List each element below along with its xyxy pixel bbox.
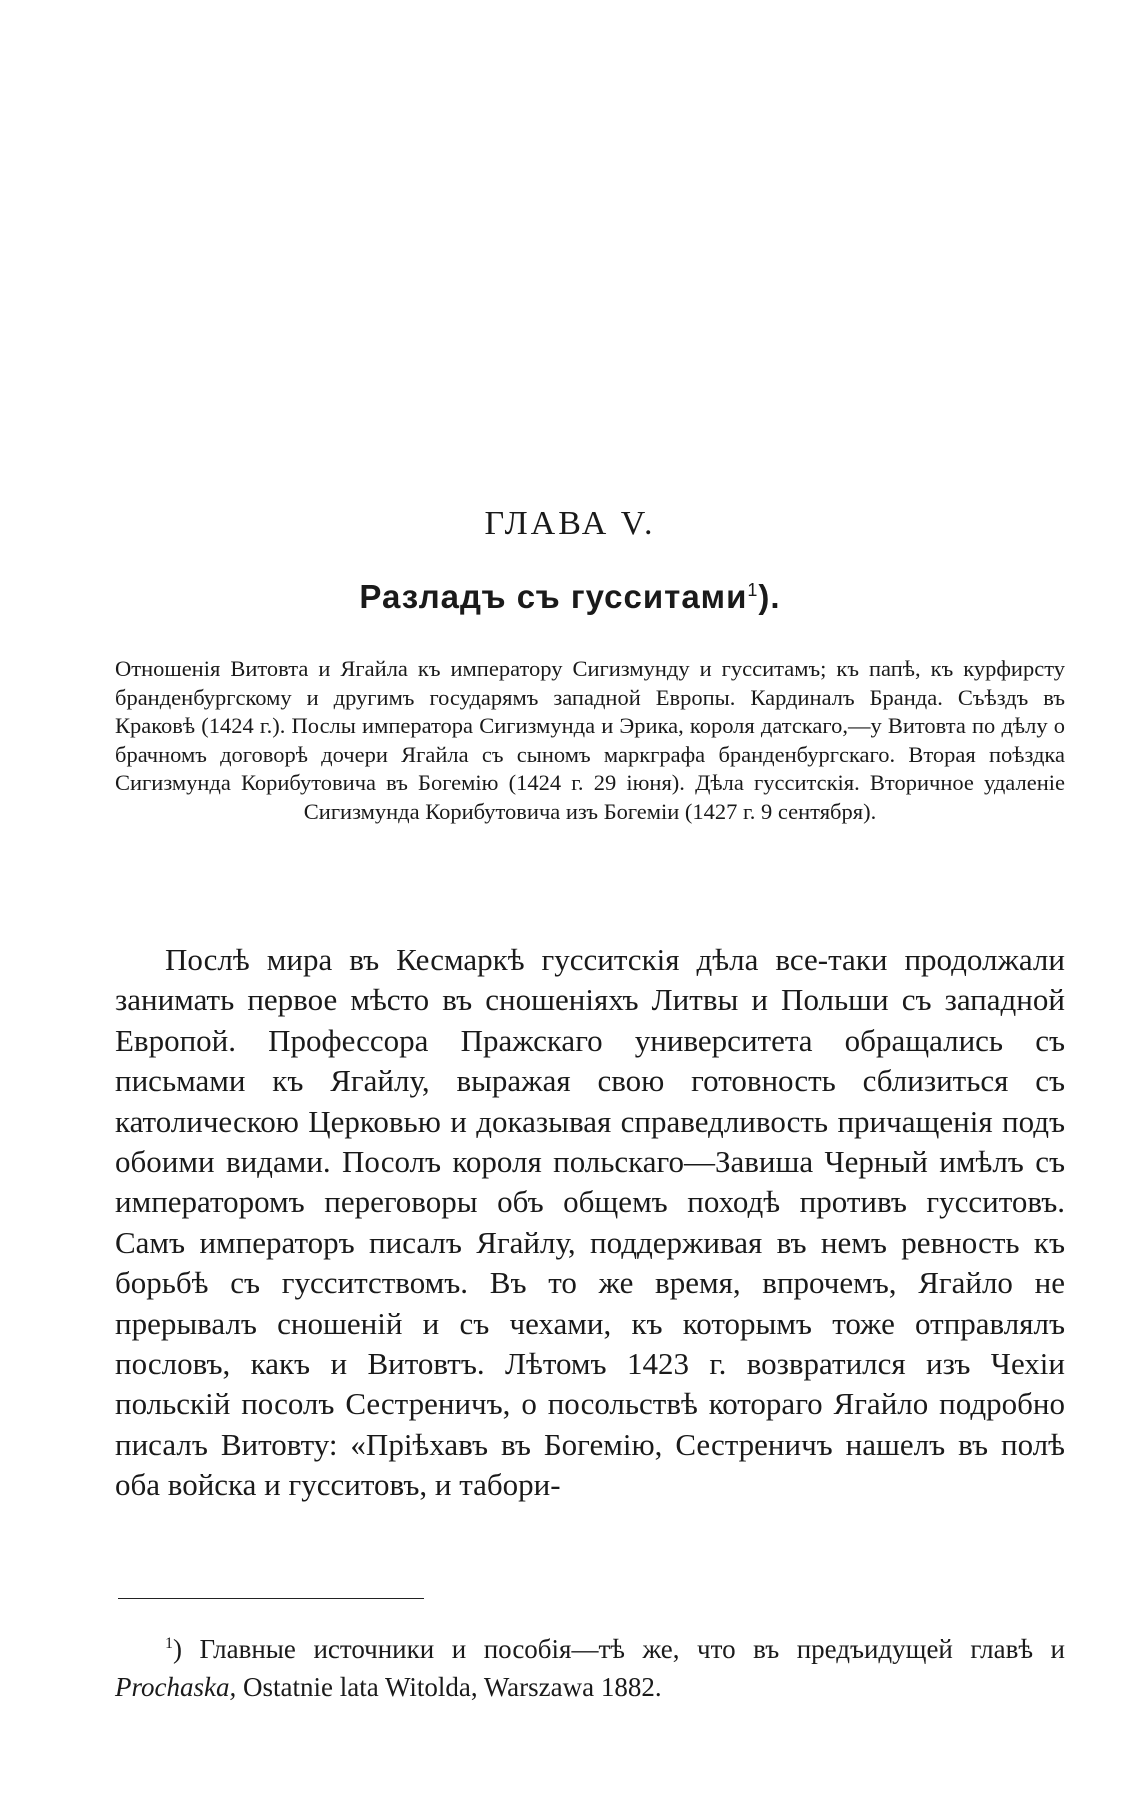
footnote-marker: 1 [165,1635,173,1652]
footnote [115,1625,1065,1706]
chapter-title-text: Разладъ съ гусситами [359,578,748,615]
chapter-heading: ГЛАВА V. [484,505,656,542]
footnote-author: Prochaska, [115,1672,237,1702]
footnote-divider [118,1598,424,1599]
body-paragraph: Послѣ мира въ Кесмаркѣ гусситскія дѣла все-таки продолжали занимать первое мѣсто въ сношеніяхъ Литвы и Польши съ западной Европой. Профессора Пражскаго университета обращались съ письмами къ Ягайлу, выражая свою готовность сблизиться съ католическою Церковью и доказывая справедливость причащенія подъ обоими видами. Посолъ короля польскаго—Завиша Черный имѣлъ съ императоромъ переговоры объ общемъ походѣ противъ гусситовъ. Самъ императоръ писалъ Ягайлу, поддерживая въ немъ ревность къ борьбѣ съ гусситствомъ. Въ то же время, впрочемъ, Ягайло не прерывалъ сношеній и съ чехами, къ которымъ тоже отправлялъ пословъ, какъ и Витовтъ. Лѣтомъ 1423 г. возвратился изъ Чехіи польскій посолъ Сестреничъ, о посольствѣ котораго Ягайло подробно писалъ Витовту: «Пріѣхавъ въ Богемію, Сестреничъ нашелъ въ полѣ оба войска и гусситовъ, и табори- [115,942,1065,1503]
footnote-reference[interactable]: 1 [747,580,759,600]
chapter-summary: Отношенія Витовта и Ягайла къ императору Сигизмунду и гусситамъ; къ папѣ, къ курфирсту бранденбургскому и другимъ государямъ западной Европы. Кардиналъ Бранда. Съѣздъ въ Краковѣ (1424 г.). Послы императора Сигизмунда и Эрика, короля датскаго,—у Витовта по дѣлу о брачномъ договорѣ дочери Ягайла съ сыномъ маркграфа бранденбургскаго. Вторая поѣздка Сигизмунда Корибутовича въ Богемію (1424 г. 29 іюня). Дѣла гусситскія. Вторичное удаленіе Сигизмунда Корибутовича изъ Богеміи (1427 г. 9 сентября). [115,656,1065,824]
chapter-title [0,578,1140,616]
chapter-title-close: ). [758,578,781,615]
footnote-rest: Ostatnie lata Witolda, Warszawa 1882. [236,1672,662,1702]
footnote-lead: ) Главные источники и пособія—тѣ же, что въ предъидущей главѣ и [173,1634,1065,1664]
